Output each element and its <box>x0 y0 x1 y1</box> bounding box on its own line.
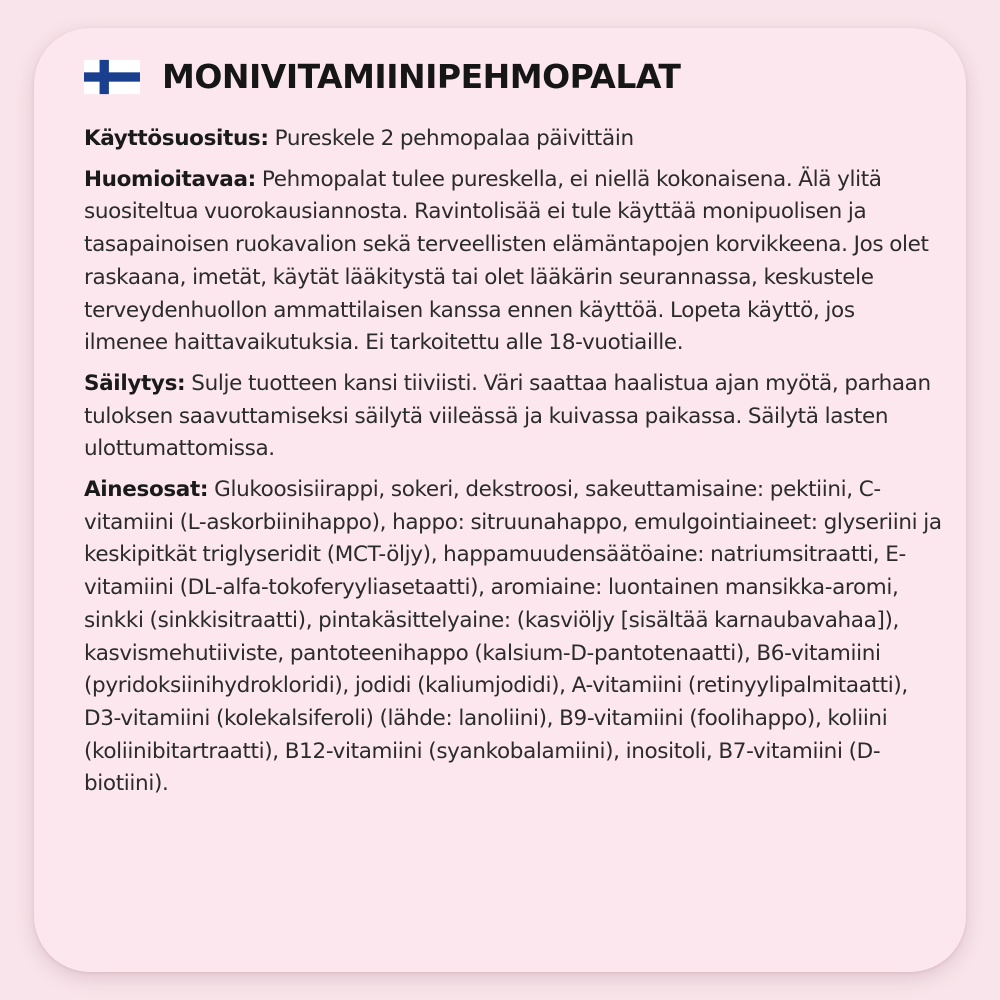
warnings-text: Pehmopalat tulee pureskella, ei niellä kokonaisena. Älä ylitä suositeltua vuorokausiannosta. Ravintolisää ei tule käyttää monipuolisen ja tasapainoisen ruokavalion sekä terveellisten elämäntapojen korvikkeena. Jos olet raskaana, imetät, käytät lääkitystä tai olet lääkärin seurannassa, keskustele terveydenhuollon ammattilaisen kanssa ennen käyttöä. Lopeta käyttö, jos ilmenee haittavaikutuksia. Ei tarkoitettu alle 18-vuotiaille. <box>84 166 929 356</box>
warnings-paragraph <box>84 164 942 360</box>
usage-paragraph <box>84 123 942 156</box>
usage-label: Käyttösuositus: <box>84 126 269 151</box>
product-title: MONIVITAMIINIPEHMOPALAT <box>162 57 681 96</box>
card-header <box>84 58 680 96</box>
storage-paragraph <box>84 368 942 466</box>
warnings-label: Huomioitavaa: <box>84 166 256 192</box>
product-info-card <box>34 28 966 972</box>
product-details <box>84 123 942 809</box>
ingredients-paragraph <box>84 474 942 801</box>
storage-label: Säilytys: <box>84 370 186 396</box>
ingredients-text: Glukoosisiirappi, sokeri, dekstroosi, sakeuttamisaine: pektiini, C-vitamiini (L-askorbiinihappo), happo: sitruunahappo, emulgointiaineet: glyseriini ja keskipitkät triglyseridit (MCT-öljy), happamuudensäätöaine: natriumsitraatti, E-vitamiini (DL-alfa-tokoferyyliasetaatti), aromiaine: luontainen mansikka-aromi, sinkki (sinkkisitraatti), pintakäsittelyaine: (kasviöljy [sisältää karnaubavahaa]), kasvismehutiiviste, pantoteenihappo (kalsium-D-pantotenaatti), B6-vitamiini (pyridoksiinihydrokloridi), jodidi (kaliumjodidi), A-vitamiini (retinyylipalmitaatti), D3-vitamiini (kolekalsiferoli) (lähde: lanoliini), B9-vitamiini (foolihappo), koliini (koliinibitartraatti), B12-vitamiini (syankobalamiini), inositoli, B7-vitamiini (D-biotiini). <box>84 477 942 797</box>
finland-flag-icon <box>84 59 140 95</box>
storage-text: Sulje tuotteen kansi tiiviisti. Väri saattaa haalistua ajan myötä, parhaan tuloksen saavuttamiseksi säilytä viileässä ja kuivassa paikassa. Säilytä lasten ulottumattomissa. <box>84 370 931 462</box>
ingredients-label: Ainesosat: <box>84 477 209 503</box>
usage-text: Pureskele 2 pehmopalaa päivittäin <box>268 126 634 151</box>
